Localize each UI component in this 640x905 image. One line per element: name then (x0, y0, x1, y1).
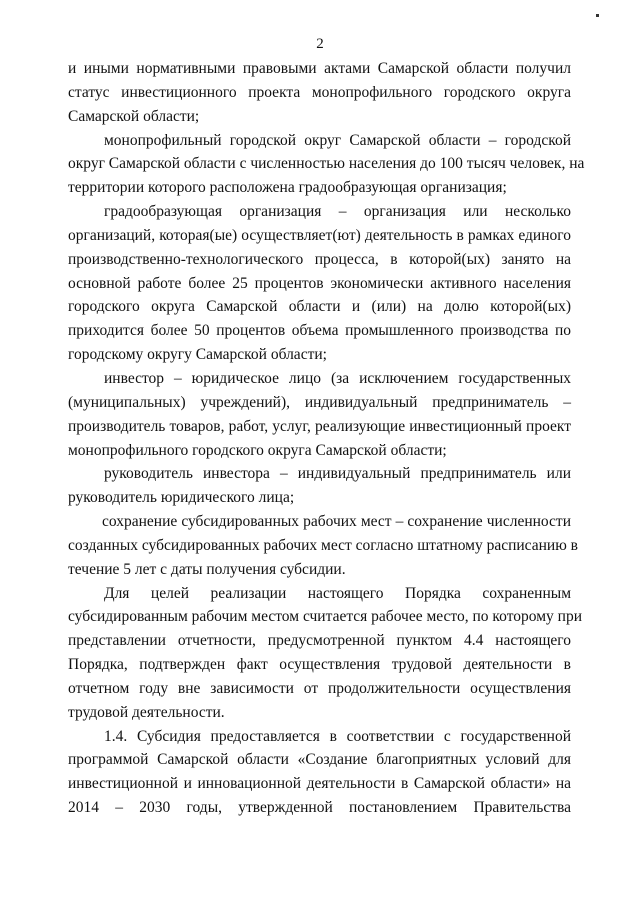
text-line: инвестор – юридическое лицо (за исключением государственных (104, 369, 571, 387)
paragraph (68, 200, 571, 367)
text-line: представлении отчетности, предусмотренной пунктом 4.4 настоящего (68, 632, 571, 650)
text-line: и иными нормативными правовыми актами Самарской области получил (68, 60, 571, 77)
paragraph (68, 582, 582, 725)
text-line: сохранение субсидированных рабочих мест – сохранение численности (102, 513, 571, 531)
text-line: территории которого расположена градообразующая организация; (68, 179, 507, 197)
text-line: организаций, которая(ые) осуществляет(ют) деятельность в рамках единого (68, 226, 571, 244)
paragraph (68, 129, 585, 201)
text-line: основной работе более 25 процентов экономически активного населения (68, 274, 571, 292)
text-line: трудовой деятельности. (68, 703, 225, 721)
text-line: округ Самарской области с численностью населения до 100 тысяч человек, на (68, 155, 585, 173)
text-line: градообразующая организация – организация или несколько (104, 203, 571, 221)
text-line: Порядка, подтвержден факт осуществления трудовой деятельности в (68, 656, 571, 674)
text-line: руководитель инвестора – индивидуальный предприниматель или (104, 465, 571, 483)
text-line: городского округа Самарской области и (или) на долю которой(ых) (68, 298, 571, 316)
paragraph (68, 510, 578, 582)
paragraph (68, 57, 571, 129)
paragraph (68, 462, 571, 510)
text-line: отчетном году вне зависимости от продолжительности осуществления (68, 679, 571, 697)
text-line: созданных субсидированных рабочих мест согласно штатному расписанию в (68, 536, 578, 554)
text-line: субсидированным рабочим местом считается рабочее место, по которому при (68, 608, 582, 626)
text-line: 2014 – 2030 годы, утвержденной постановлением Правительства (68, 799, 571, 817)
text-line: программой Самарской области «Создание благоприятных условий для (68, 751, 571, 769)
text-line: Для целей реализации настоящего Порядка сохраненным (104, 584, 571, 602)
text-line: приходится более 50 процентов объема промышленного производства по (68, 322, 571, 340)
text-line: (муниципальных) учреждений), индивидуальный предприниматель – (68, 393, 571, 411)
text-line: Самарской области; (68, 107, 200, 125)
paragraph (68, 367, 571, 462)
page-number: 2 (316, 36, 324, 52)
text-line: монопрофильный городской округ Самарской области – городской (104, 131, 571, 149)
scan-speck (596, 14, 599, 17)
text-line: течение 5 лет с даты получения субсидии. (68, 560, 346, 578)
text-line: монопрофильного городского округа Самарской области; (68, 441, 447, 459)
paragraph (68, 725, 571, 820)
text-line: 1.4. Субсидия предоставляется в соответствии с государственной (104, 727, 571, 745)
text-line: инвестиционной и инновационной деятельности в Самарской области» на (68, 775, 571, 793)
text-line: производственно-технологического процесса, в которой(ых) занято на (68, 250, 571, 268)
text-line: статус инвестиционного проекта монопрофильного городского округа (68, 83, 571, 101)
text-line: руководитель юридического лица; (68, 489, 295, 507)
text-line: городскому округу Самарской области; (68, 346, 327, 364)
text-line: производитель товаров, работ, услуг, реализующие инвестиционный проект (68, 417, 571, 435)
document-body (68, 57, 585, 820)
